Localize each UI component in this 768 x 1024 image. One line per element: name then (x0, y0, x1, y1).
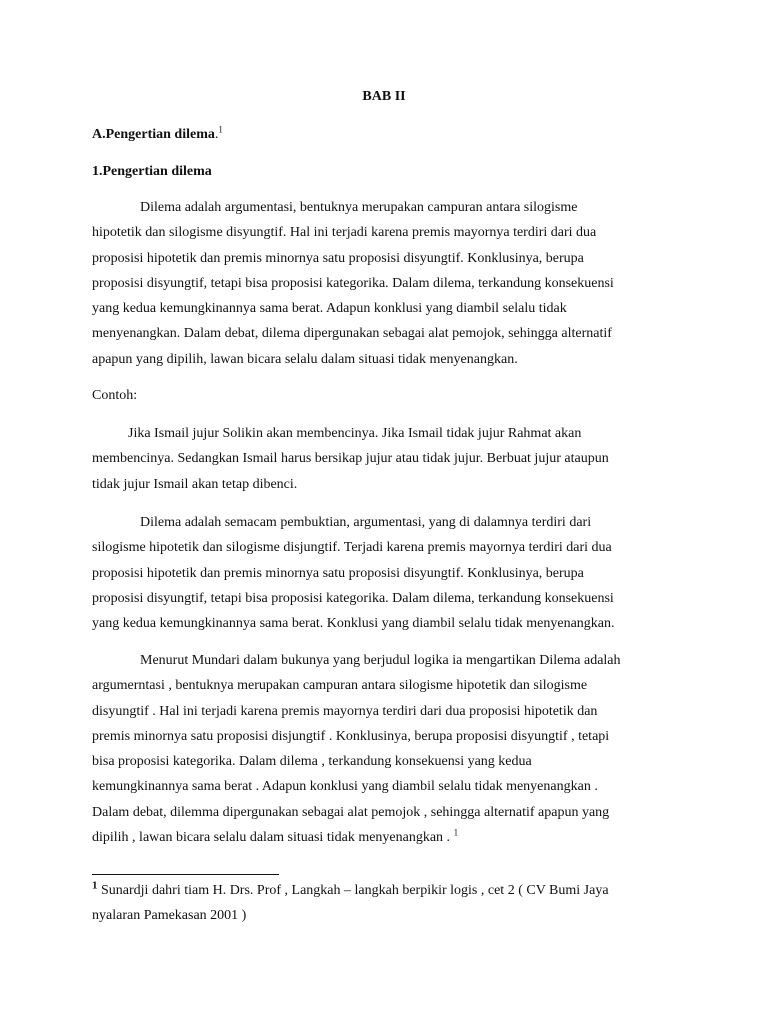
footnote-separator (92, 874, 279, 875)
footnote-line (92, 878, 692, 903)
paragraph-line: bisa proposisi kategorika. Dalam dilema , terkandung konsekuensi yang kedua (92, 754, 532, 770)
footnote-ref-1: 1 (218, 124, 223, 135)
paragraph-line: membencinya. Sedangkan Ismail harus bersikap jujur atau tidak jujur. Berbuat jujur ataupun (92, 451, 609, 467)
paragraph-line: disyungtif . Hal ini terjadi karena premis mayornya terdiri dari dua proposisi hipotetik dan (92, 703, 598, 719)
footnote-text: Sunardji dahri tiam H. Drs. Prof , Langkah – langkah berpikir logis , cet 2 ( CV Bumi Jaya (97, 883, 609, 898)
paragraph-line: hipotetik dan silogisme disyungtif. Hal ini terjadi karena premis mayornya terdiri dari dua (92, 225, 597, 241)
section-heading-1: 1.Pengertian dilema (92, 164, 212, 179)
paragraph-line: premis minornya satu proposisi disjungtif . Konklusinya, berupa proposisi disyungtif , tetapi (92, 728, 610, 744)
paragraph-line: Menurut Mundari dalam bukunya yang berjudul logika ia mengartikan Dilema adalah (140, 653, 621, 668)
paragraph-line: argumerntasi , bentuknya merupakan campuran antara silogisme hipotetik dan silogisme (92, 678, 588, 694)
paragraph-line: apapun yang dipilih, lawan bicara selalu dalam situasi tidak menyenangkan. (92, 351, 518, 367)
paragraph-2 (92, 421, 677, 497)
paragraph-1 (92, 195, 677, 372)
chapter-title: BAB II (362, 89, 406, 104)
section-heading-a-label: A.Pengertian dilema (92, 127, 215, 142)
paragraph-line: yang kedua kemungkinannya sama berat. Konklusi yang diambil selalu tidak menyenangkan. (92, 616, 615, 632)
paragraph-line: yang kedua kemungkinannya sama berat. Adapun konklusi yang diambil selalu tidak (92, 301, 567, 317)
paragraph-3 (92, 510, 677, 636)
paragraph-line: proposisi disyungtif, tetapi bisa proposisi kategorika. Dalam dilema, terkandung konsekuensi (92, 275, 614, 291)
paragraph-line-text: dipilih , lawan bicara selalu dalam situasi tidak menyenangkan . (92, 830, 454, 846)
paragraph-line: tidak jujur Ismail akan tetap dibenci. (92, 476, 298, 492)
paragraph-line: proposisi hipotetik dan premis minornya satu proposisi disyungtif. Konklusinya, berupa (92, 250, 584, 266)
section-heading-a (92, 125, 223, 145)
example-label: Contoh: (92, 388, 138, 403)
section-heading-a-dot: . (214, 127, 219, 142)
paragraph-line (92, 825, 677, 850)
paragraph-line: kemungkinannya sama berat . Adapun konklusi yang diambil selalu tidak menyenangkan . (92, 779, 598, 795)
footnote-ref-1: 1 (453, 827, 459, 838)
footnote-number: 1 (92, 879, 98, 892)
paragraph-line: silogisme hipotetik dan silogisme disjungtif. Terjadi karena premis mayornya terdiri dari dua (92, 540, 612, 556)
paragraph-line: proposisi hipotetik dan premis minornya satu proposisi disyungtif. Konklusinya, berupa (92, 565, 584, 581)
footnote (92, 878, 692, 928)
paragraph-line: Dilema adalah semacam pembuktian, argumentasi, yang di dalamnya terdiri dari (140, 515, 592, 530)
paragraph-4 (92, 648, 677, 850)
paragraph-line: Jika Ismail jujur Solikin akan membencinya. Jika Ismail tidak jujur Rahmat akan (128, 426, 582, 441)
paragraph-line: proposisi disyungtif, tetapi bisa proposisi kategorika. Dalam dilema, terkandung konsekuensi (92, 590, 614, 606)
paragraph-line: Dilema adalah argumentasi, bentuknya merupakan campuran antara silogisme (140, 200, 578, 215)
paragraph-line: menyenangkan. Dalam debat, dilema dipergunakan sebagai alat pemojok, sehingga alternatif (92, 326, 612, 342)
paragraph-line: Dalam debat, dilemma dipergunakan sebagai alat pemojok , sehingga alternatif apapun yang (92, 804, 610, 820)
footnote-line: nyalaran Pamekasan 2001 ) (92, 908, 247, 923)
